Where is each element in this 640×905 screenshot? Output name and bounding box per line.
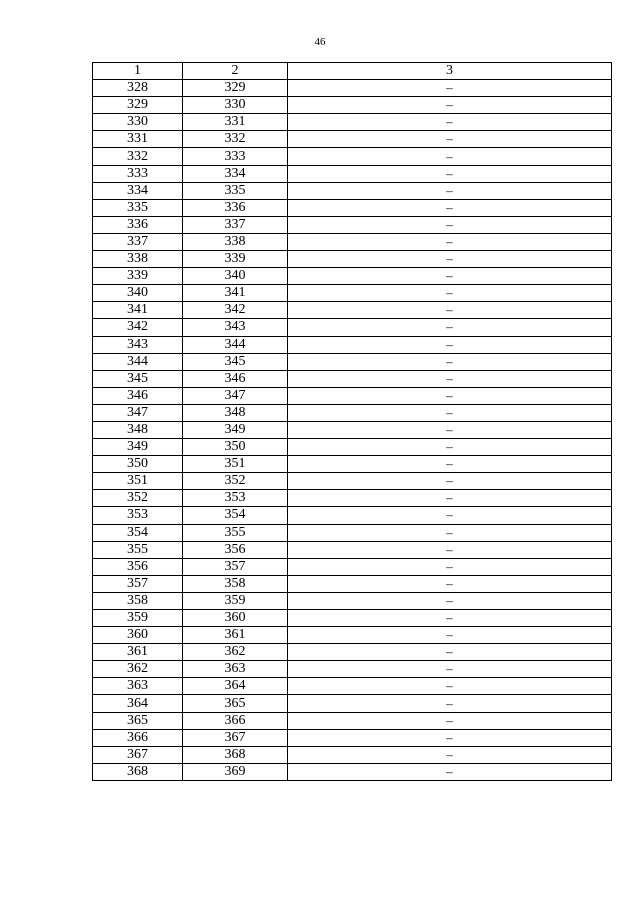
table-cell-col-3: – — [288, 507, 612, 524]
table-row — [93, 712, 612, 729]
table-cell-col-3: – — [288, 353, 612, 370]
table-cell-col-3: – — [288, 114, 612, 131]
table-cell-col-3: – — [288, 97, 612, 114]
table-row — [93, 182, 612, 199]
table-cell-col-2: 363 — [183, 661, 288, 678]
table-cell-col-3: – — [288, 233, 612, 250]
table-cell-col-1: 335 — [93, 199, 183, 216]
table-cell-col-1: 351 — [93, 473, 183, 490]
table-cell-col-2: 366 — [183, 712, 288, 729]
table-cell-col-2: 365 — [183, 695, 288, 712]
table-cell-col-1: 350 — [93, 456, 183, 473]
table-row — [93, 558, 612, 575]
table-cell-col-1: 345 — [93, 370, 183, 387]
table-cell-col-1: 360 — [93, 627, 183, 644]
table-cell-col-2: 333 — [183, 148, 288, 165]
table-cell-col-1: 339 — [93, 268, 183, 285]
table-cell-col-1: 346 — [93, 387, 183, 404]
table-cell-col-2: 351 — [183, 456, 288, 473]
table-cell-col-1: 367 — [93, 746, 183, 763]
table-cell-col-2: 336 — [183, 199, 288, 216]
table-row — [93, 199, 612, 216]
table-row — [93, 541, 612, 558]
table-cell-col-1: 330 — [93, 114, 183, 131]
data-table — [92, 62, 612, 781]
table-cell-col-2: 337 — [183, 216, 288, 233]
table-cell-col-1: 332 — [93, 148, 183, 165]
table-cell-col-3: – — [288, 439, 612, 456]
table-cell-col-2: 354 — [183, 507, 288, 524]
table-cell-col-2: 345 — [183, 353, 288, 370]
table-cell-col-3: – — [288, 678, 612, 695]
table-row — [93, 421, 612, 438]
table-cell-col-2: 348 — [183, 404, 288, 421]
table-cell-col-3: – — [288, 268, 612, 285]
table-row — [93, 370, 612, 387]
table-row — [93, 165, 612, 182]
table-row — [93, 97, 612, 114]
table-row — [93, 575, 612, 592]
table-cell-col-1: 334 — [93, 182, 183, 199]
table-cell-col-2: 352 — [183, 473, 288, 490]
table-cell-col-1: 328 — [93, 80, 183, 97]
table-cell-col-3: – — [288, 541, 612, 558]
table-row — [93, 473, 612, 490]
table-cell-col-2: 355 — [183, 524, 288, 541]
table-cell-col-3: – — [288, 182, 612, 199]
table-cell-col-3: – — [288, 302, 612, 319]
table-row — [93, 456, 612, 473]
table-cell-col-3: – — [288, 627, 612, 644]
table-cell-col-3: – — [288, 729, 612, 746]
table-cell-col-2: 358 — [183, 575, 288, 592]
table-row — [93, 387, 612, 404]
table-row — [93, 678, 612, 695]
table-cell-col-3: – — [288, 490, 612, 507]
table-cell-col-2: 342 — [183, 302, 288, 319]
table-cell-col-3: – — [288, 644, 612, 661]
table-cell-col-3: – — [288, 558, 612, 575]
table-cell-col-3: – — [288, 610, 612, 627]
table-row — [93, 251, 612, 268]
table-cell-col-1: 348 — [93, 421, 183, 438]
table-cell-col-1: 347 — [93, 404, 183, 421]
table-cell-col-1: 336 — [93, 216, 183, 233]
table-cell-col-3: – — [288, 285, 612, 302]
table-row — [93, 507, 612, 524]
table-cell-col-2: 359 — [183, 592, 288, 609]
table-cell-col-2: 362 — [183, 644, 288, 661]
table-cell-col-3: – — [288, 148, 612, 165]
table-cell-col-2: 332 — [183, 131, 288, 148]
table-cell-col-2: 369 — [183, 763, 288, 780]
table-cell-col-1: 343 — [93, 336, 183, 353]
table-cell-col-3: – — [288, 251, 612, 268]
page-number: 46 — [314, 36, 326, 48]
table-cell-col-3: – — [288, 661, 612, 678]
table-row — [93, 80, 612, 97]
table-cell-col-1: 358 — [93, 592, 183, 609]
table-cell-col-2: 367 — [183, 729, 288, 746]
table-row — [93, 644, 612, 661]
table-row — [93, 763, 612, 780]
table-row — [93, 729, 612, 746]
table-cell-col-3: – — [288, 404, 612, 421]
table-cell-col-2: 364 — [183, 678, 288, 695]
table-cell-col-2: 361 — [183, 627, 288, 644]
column-header-2: 2 — [183, 63, 288, 80]
table-cell-col-2: 349 — [183, 421, 288, 438]
header-row — [93, 63, 612, 80]
table-cell-col-2: 334 — [183, 165, 288, 182]
table-cell-col-1: 338 — [93, 251, 183, 268]
table-row — [93, 627, 612, 644]
table-cell-col-2: 344 — [183, 336, 288, 353]
table-row — [93, 131, 612, 148]
table-cell-col-3: – — [288, 456, 612, 473]
table-cell-col-3: – — [288, 199, 612, 216]
table-cell-col-1: 352 — [93, 490, 183, 507]
table-cell-col-1: 333 — [93, 165, 183, 182]
table-cell-col-2: 335 — [183, 182, 288, 199]
table-cell-col-1: 356 — [93, 558, 183, 575]
table-cell-col-1: 355 — [93, 541, 183, 558]
table-cell-col-2: 340 — [183, 268, 288, 285]
table-cell-col-3: – — [288, 216, 612, 233]
table-cell-col-3: – — [288, 387, 612, 404]
table-row — [93, 353, 612, 370]
table-cell-col-2: 329 — [183, 80, 288, 97]
table-cell-col-3: – — [288, 473, 612, 490]
table-cell-col-2: 353 — [183, 490, 288, 507]
table-cell-col-2: 341 — [183, 285, 288, 302]
table-cell-col-3: – — [288, 763, 612, 780]
table-cell-col-2: 346 — [183, 370, 288, 387]
column-header-3: 3 — [288, 63, 612, 80]
table-cell-col-3: – — [288, 712, 612, 729]
table-cell-col-1: 337 — [93, 233, 183, 250]
column-header-1: 1 — [93, 63, 183, 80]
table-cell-col-3: – — [288, 746, 612, 763]
table-cell-col-2: 347 — [183, 387, 288, 404]
table-cell-col-3: – — [288, 524, 612, 541]
table-cell-col-1: 362 — [93, 661, 183, 678]
table-cell-col-2: 330 — [183, 97, 288, 114]
table-cell-col-2: 339 — [183, 251, 288, 268]
table-row — [93, 524, 612, 541]
table-cell-col-1: 353 — [93, 507, 183, 524]
table-cell-col-1: 331 — [93, 131, 183, 148]
table-cell-col-2: 331 — [183, 114, 288, 131]
table-cell-col-3: – — [288, 336, 612, 353]
table-cell-col-1: 329 — [93, 97, 183, 114]
table-cell-col-3: – — [288, 421, 612, 438]
table-cell-col-2: 343 — [183, 319, 288, 336]
table-row — [93, 746, 612, 763]
table-cell-col-1: 344 — [93, 353, 183, 370]
table-row — [93, 302, 612, 319]
table-cell-col-1: 341 — [93, 302, 183, 319]
table-cell-col-2: 350 — [183, 439, 288, 456]
table-cell-col-2: 338 — [183, 233, 288, 250]
table-cell-col-2: 360 — [183, 610, 288, 627]
table-row — [93, 661, 612, 678]
table-cell-col-3: – — [288, 80, 612, 97]
table-cell-col-3: – — [288, 319, 612, 336]
table-cell-col-3: – — [288, 370, 612, 387]
table-cell-col-2: 368 — [183, 746, 288, 763]
table-cell-col-3: – — [288, 695, 612, 712]
table-row — [93, 490, 612, 507]
table-row — [93, 695, 612, 712]
table-cell-col-1: 365 — [93, 712, 183, 729]
table-body — [93, 80, 612, 781]
table-row — [93, 268, 612, 285]
table-row — [93, 610, 612, 627]
table-cell-col-1: 359 — [93, 610, 183, 627]
table-cell-col-2: 356 — [183, 541, 288, 558]
table-cell-col-3: – — [288, 131, 612, 148]
table-cell-col-3: – — [288, 575, 612, 592]
table-cell-col-1: 366 — [93, 729, 183, 746]
table-row — [93, 336, 612, 353]
table-cell-col-3: – — [288, 165, 612, 182]
table-row — [93, 439, 612, 456]
table-cell-col-1: 364 — [93, 695, 183, 712]
table-row — [93, 148, 612, 165]
table-cell-col-1: 340 — [93, 285, 183, 302]
table-row — [93, 285, 612, 302]
table-cell-col-1: 357 — [93, 575, 183, 592]
table-row — [93, 216, 612, 233]
table-cell-col-1: 363 — [93, 678, 183, 695]
table-row — [93, 404, 612, 421]
table-cell-col-3: – — [288, 592, 612, 609]
table-cell-col-1: 342 — [93, 319, 183, 336]
table-cell-col-2: 357 — [183, 558, 288, 575]
table-cell-col-1: 349 — [93, 439, 183, 456]
table-cell-col-1: 368 — [93, 763, 183, 780]
table-row — [93, 592, 612, 609]
table-row — [93, 319, 612, 336]
table-cell-col-1: 354 — [93, 524, 183, 541]
table-row — [93, 114, 612, 131]
table-cell-col-1: 361 — [93, 644, 183, 661]
table-row — [93, 233, 612, 250]
